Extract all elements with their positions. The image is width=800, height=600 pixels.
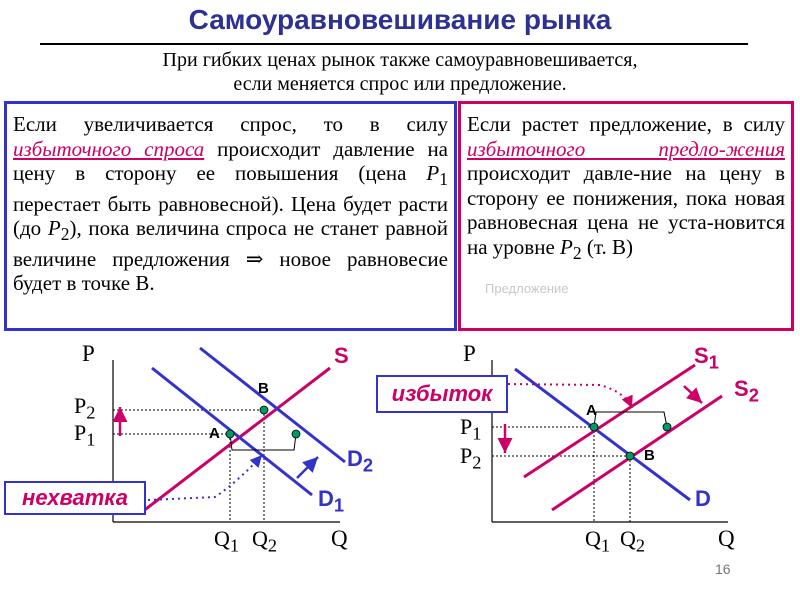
excess-supply-term: избыточного предло-жения	[467, 136, 785, 161]
point-label-b-1: B	[258, 380, 269, 397]
right-p2-sub: 2	[572, 242, 582, 263]
left-p2-sub: 2	[60, 224, 70, 245]
supply-shift-arrow	[684, 386, 702, 403]
chart-demand-increase	[113, 348, 345, 522]
left-text-2: происходит давление на цену в сторону ее повышения (цена	[13, 136, 454, 185]
supply-curve-s1	[524, 365, 695, 477]
point-b-1	[260, 406, 268, 414]
curve-label-d2: $D_2$	[347, 446, 374, 476]
slide-title: Самоуравновешивание рынка	[188, 4, 612, 35]
right-text-1: Если растет предложение, в силу	[467, 112, 791, 136]
point-label-a-1: A	[209, 425, 220, 442]
price-label-p2-2: $P_2$	[460, 443, 482, 473]
curve-label-d: D	[695, 486, 711, 511]
left-p1: P	[426, 161, 440, 185]
right-text-2: происходит давле-ние на цену в сторону ее понижения, пока новая равновесная цена не уста-новится на уровне	[467, 136, 791, 259]
right-text-3: (т. В)	[581, 234, 633, 259]
left-text-3: перестает быть равновесной). Цена будет расти (до	[13, 161, 454, 241]
point-label-b-2: B	[644, 447, 655, 464]
qty-label-q1: $Q_1$	[214, 526, 240, 556]
point-c-2	[663, 423, 671, 431]
right-p2: P	[560, 234, 573, 259]
curve-label-s1: $S_1$	[694, 343, 719, 373]
shortage-tag: нехватка	[4, 481, 146, 515]
qty-label-q2-2: $Q_2$	[620, 526, 646, 556]
demand-curve-d2	[200, 348, 345, 462]
x-axis-label-1: Q	[331, 526, 348, 551]
demand-shift-arrow	[297, 457, 318, 478]
qty-label-q2: $Q_2$	[252, 526, 278, 556]
point-a-2	[590, 423, 598, 431]
point-b-2	[626, 452, 634, 460]
point-c-1	[292, 430, 300, 438]
surplus-pointer	[508, 384, 632, 408]
point-a-1	[226, 430, 234, 438]
y-axis-label-1: P	[82, 341, 95, 366]
supply-curve-1	[142, 368, 330, 512]
page-number: 16	[715, 561, 731, 577]
left-p1-sub: 1	[439, 169, 448, 190]
y-axis-label-2: P	[463, 341, 476, 366]
watermark-text: Предложение	[485, 281, 569, 296]
left-p2: P	[47, 216, 61, 241]
left-text-1: Если увеличивается спрос, то в силу	[13, 112, 454, 136]
curve-label-s2: $S_2$	[734, 376, 759, 406]
chart-supply-increase	[492, 360, 728, 522]
price-label-p2: $P_2$	[74, 393, 96, 423]
excess-demand-term: избыточного спроса	[13, 136, 205, 161]
curve-label-d1: $D_1$	[318, 486, 345, 516]
curve-label-s: S	[334, 343, 349, 368]
subtitle-line-2: если меняется спрос или предложение.	[233, 73, 567, 95]
left-text-4: ), пока величина спроса не станет равной величине предложения ⇒ новое равновесие будет в точке В.	[13, 216, 454, 296]
point-label-a-2: A	[586, 402, 597, 419]
surplus-tag: избыток	[376, 375, 508, 413]
x-axis-label-2: Q	[718, 526, 735, 551]
price-label-p1-2: $P_1$	[460, 414, 482, 444]
subtitle-line-1: При гибких ценах рынок также самоуравновешивается,	[162, 49, 638, 71]
price-label-p1: $P_1$	[74, 420, 96, 450]
qty-label-q1-2: $Q_1$	[585, 526, 611, 556]
